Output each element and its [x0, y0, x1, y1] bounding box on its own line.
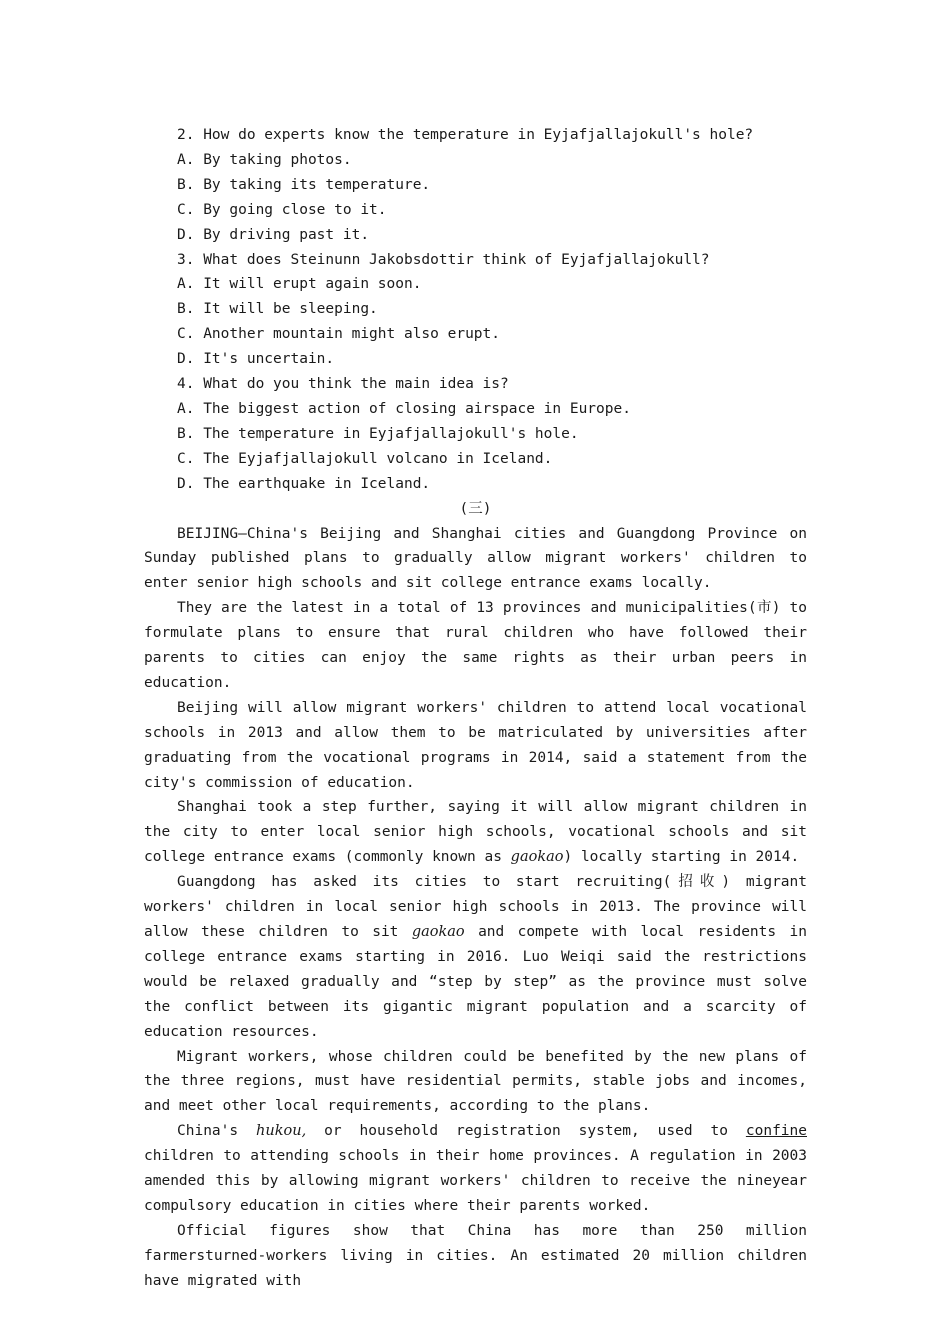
question-2-option-b: B. By taking its temperature.	[177, 176, 431, 193]
passage-paragraph-5	[144, 870, 807, 1044]
document-page	[144, 123, 807, 1294]
question-4-option-c: C. The Eyjafjallajokull volcano in Iceland.	[177, 450, 553, 467]
paragraph-text: Shanghai took a step further, saying it will allow migrant children in the city to enter local senior high schools, vocational schools and sit college entrance exams (commonly known as	[144, 799, 807, 866]
question-3-option-c: C. Another mountain might also erupt.	[177, 326, 501, 343]
paragraph-text: Guangdong has asked its cities to start recruiting(招收) migrant workers' children in local senior high schools in 2013. The province will allow these children to sit	[144, 874, 807, 940]
question-3-option-b: B. It will be sleeping.	[177, 301, 378, 318]
question-4-option-a: A. The biggest action of closing airspace in Europe.	[177, 400, 631, 417]
question-3-option-a: A. It will erupt again soon.	[177, 276, 422, 293]
question-2-option-c: C. By going close to it.	[177, 201, 387, 218]
question-2-option-d: D. By driving past it.	[177, 226, 370, 243]
paragraph-text: or household registration system, used to	[306, 1123, 746, 1140]
paragraph-text: ) locally starting in 2014.	[563, 849, 800, 866]
underlined-word-confine: confine	[745, 1123, 807, 1140]
question-2-stem: 2. How do experts know the temperature in Eyjafjallajokull's hole?	[177, 127, 754, 143]
passage-paragraph-3: Beijing will allow migrant workers' children to attend local vocational schools in 2013 and allow them to be matriculated by universities after graduating from the vocational programs in 2014, said a statement from the city's commission of education.	[144, 699, 807, 791]
passage-paragraph-2: They are the latest in a total of 13 provinces and municipalities(市) to formulate plans to ensure that rural children who have followed their parents to cities can enjoy the same rights as their urban peers in education.	[144, 600, 807, 691]
question-4-option-d: D. The earthquake in Iceland.	[177, 475, 431, 492]
italic-term-gaokao: gaokao	[510, 849, 564, 866]
passage-paragraph-8: Official figures show that China has more than 250 million farmersturned-workers living in cities. An estimated 20 million children have migrated with	[144, 1222, 807, 1289]
paragraph-text: children to attending schools in their home provinces. A regulation in 2003 amended this by allowing migrant workers' children to receive the nineyear compulsory education in cities where their parents worked.	[144, 1148, 807, 1214]
passage-paragraph-6: Migrant workers, whose children could be benefited by the new plans of the three regions, must have residential permits, stable jobs and incomes, and meet other local requirements, according to the plans.	[144, 1048, 807, 1115]
question-2-option-a: A. By taking photos.	[177, 151, 352, 168]
section-marker: (三)	[459, 500, 492, 517]
italic-term-hukou: hukou,	[256, 1123, 307, 1140]
question-3-option-d: D. It's uncertain.	[177, 351, 335, 368]
italic-term-gaokao: gaokao	[411, 924, 465, 940]
question-4-stem: 4. What do you think the main idea is?	[177, 376, 509, 393]
passage-paragraph-7	[144, 1119, 807, 1219]
passage-paragraph-1: BEIJING—China's Beijing and Shanghai cities and Guangdong Province on Sunday published plans to gradually allow migrant workers' children to enter senior high schools and sit college entrance exams locally.	[144, 525, 807, 592]
question-3-stem: 3. What does Steinunn Jakobsdottir think of Eyjafjallajokull?	[177, 251, 710, 268]
paragraph-text: and compete with local residents in college entrance exams starting in 2016. Luo Weiqi said the restrictions would be relaxed gradually and “step by step” as the province must solve the conflict between its gigantic migrant population and a scarcity of education resources.	[144, 924, 807, 1040]
question-4-option-b: B. The temperature in Eyjafjallajokull's hole.	[177, 425, 579, 442]
passage-paragraph-4	[144, 795, 807, 870]
paragraph-text: China's	[177, 1123, 257, 1140]
